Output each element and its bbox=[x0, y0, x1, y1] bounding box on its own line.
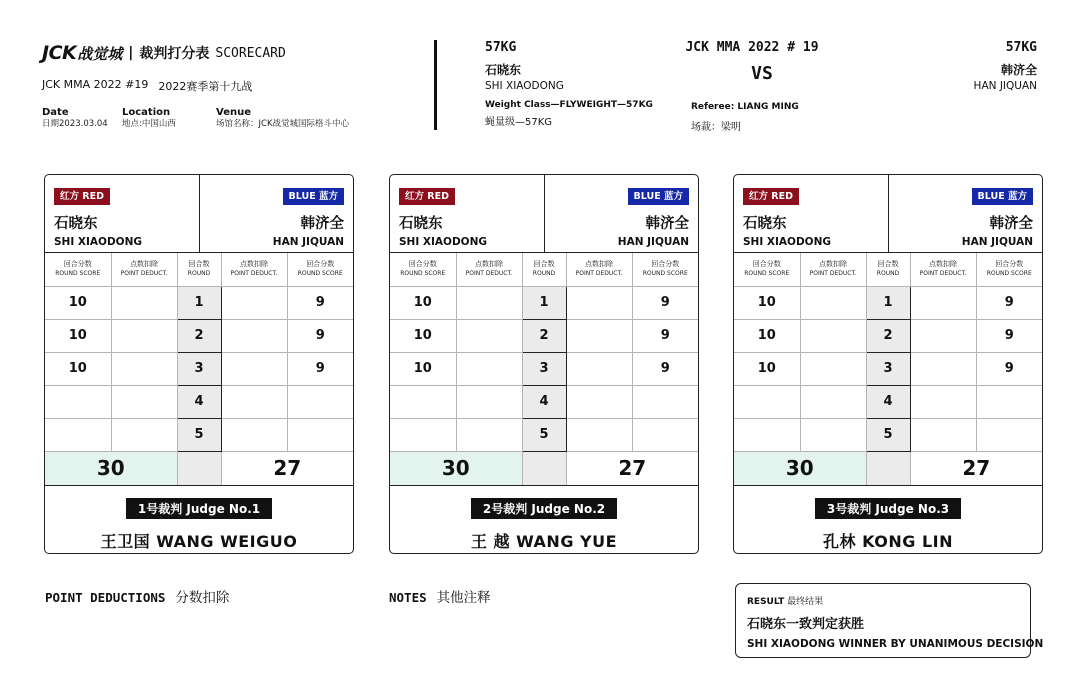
date-value: 日期2023.03.04 bbox=[42, 119, 108, 129]
score-grid-header bbox=[45, 253, 353, 286]
round-row bbox=[45, 352, 353, 385]
blue-round-score: 9 bbox=[632, 319, 698, 352]
meta-row bbox=[42, 107, 422, 130]
blue-point-deduct bbox=[910, 385, 976, 418]
notes-en: NOTES bbox=[389, 590, 427, 605]
judge-name: 孔林 KONG LIN bbox=[823, 531, 953, 551]
red-round-score: 10 bbox=[390, 286, 456, 319]
blue-point-deduct bbox=[566, 319, 632, 352]
blue-point-deduct bbox=[910, 319, 976, 352]
referee-info bbox=[691, 102, 799, 133]
red-name-cn: 石晓东 bbox=[485, 63, 522, 77]
red-corner bbox=[45, 175, 200, 252]
red-point-deduct bbox=[111, 385, 177, 418]
red-point-deduct bbox=[456, 286, 522, 319]
blue-round-score bbox=[287, 418, 353, 451]
round-number: 3 bbox=[866, 352, 910, 385]
blue-point-deduct bbox=[221, 319, 287, 352]
red-round-score: 10 bbox=[734, 286, 800, 319]
blue-point-deduct bbox=[910, 418, 976, 451]
red-point-deduct bbox=[800, 418, 866, 451]
blue-corner bbox=[545, 175, 699, 252]
vs-label: VS bbox=[751, 63, 773, 84]
blue-point-deduct bbox=[910, 352, 976, 385]
card-fighters bbox=[734, 175, 1042, 253]
blue-tag: BLUE 蓝方 bbox=[972, 188, 1033, 205]
header-en: ROUND SCORE bbox=[400, 270, 446, 278]
total-round-cell bbox=[522, 451, 566, 485]
round-row bbox=[390, 418, 698, 451]
result-cn: 石晓东一致判定获胜 bbox=[747, 617, 865, 632]
red-tag: 红方 RED bbox=[399, 188, 455, 205]
header-left bbox=[42, 40, 422, 130]
header-cn: 回合分数 bbox=[408, 260, 437, 269]
red-point-deduct bbox=[800, 385, 866, 418]
red-point-deduct bbox=[111, 418, 177, 451]
header-en: ROUND bbox=[876, 270, 900, 278]
venue-label: Venue bbox=[216, 107, 251, 118]
card-fighters bbox=[390, 175, 698, 253]
round-row bbox=[734, 418, 1042, 451]
blue-point-deduct-header bbox=[221, 253, 287, 286]
header-en: POINT DEDUCT. bbox=[465, 270, 513, 278]
blue-name-en: HAN JIQUAN bbox=[973, 80, 1037, 92]
blue-point-deduct bbox=[221, 385, 287, 418]
meta-location bbox=[122, 107, 216, 130]
referee-en: Referee: LIANG MING bbox=[691, 102, 799, 112]
event-en: JCK MMA 2022 #19 bbox=[42, 78, 149, 91]
judge-card-1 bbox=[44, 174, 354, 554]
round-row bbox=[45, 418, 353, 451]
header-cn: 点数扣除 bbox=[130, 260, 158, 269]
red-point-deduct bbox=[800, 286, 866, 319]
result-en: SHI XIAODONG WINNER BY UNANIMOUS DECISION bbox=[747, 638, 1044, 650]
red-round-score: 10 bbox=[45, 286, 111, 319]
header-en: ROUND bbox=[187, 270, 211, 278]
red-point-deduct bbox=[800, 319, 866, 352]
header-en: POINT DEDUCT. bbox=[575, 270, 623, 278]
header-cn: 点数扣除 bbox=[475, 260, 503, 269]
header-en: ROUND SCORE bbox=[297, 270, 343, 278]
blue-point-deduct bbox=[566, 385, 632, 418]
round-number: 5 bbox=[866, 418, 910, 451]
point-deductions-cn: 分数扣除 bbox=[175, 590, 230, 606]
header-cn: 点数扣除 bbox=[240, 260, 268, 269]
blue-round-score: 9 bbox=[287, 319, 353, 352]
weight-class-cn: 蝇量级—57KG bbox=[485, 117, 553, 128]
point-deductions-en: POINT DEDUCTIONS bbox=[45, 590, 166, 605]
judge-area bbox=[734, 486, 1042, 552]
red-round-score-header bbox=[390, 253, 456, 286]
red-round-score bbox=[45, 418, 111, 451]
red-total: 30 bbox=[45, 451, 177, 485]
round-number: 2 bbox=[866, 319, 910, 352]
header-en: POINT DEDUCT. bbox=[809, 270, 857, 278]
round-number: 3 bbox=[177, 352, 221, 385]
red-point-deduct bbox=[456, 385, 522, 418]
blue-corner-name-en: HAN JIQUAN bbox=[617, 236, 689, 248]
round-number: 3 bbox=[522, 352, 566, 385]
score-grid-header bbox=[734, 253, 1042, 286]
red-corner-name-en: SHI XIAODONG bbox=[743, 236, 832, 248]
red-name-en: SHI XIAODONG bbox=[485, 80, 564, 92]
blue-corner-name-cn: 韩济全 bbox=[645, 216, 689, 232]
red-round-score-header bbox=[45, 253, 111, 286]
header-en: ROUND SCORE bbox=[986, 270, 1032, 278]
blue-round-score: 9 bbox=[976, 352, 1042, 385]
judge-badge: 2号裁判 Judge No.2 bbox=[471, 498, 617, 519]
red-point-deduct bbox=[456, 319, 522, 352]
red-corner-name-cn: 石晓东 bbox=[54, 216, 98, 232]
total-row bbox=[390, 451, 698, 485]
score-grid-header bbox=[390, 253, 698, 286]
blue-total: 27 bbox=[566, 451, 698, 485]
result-label bbox=[747, 594, 1019, 607]
red-point-deduct-header bbox=[111, 253, 177, 286]
round-row bbox=[390, 385, 698, 418]
judge-name: 王卫国 WANG WEIGUO bbox=[100, 531, 298, 551]
red-round-score bbox=[45, 385, 111, 418]
result-box bbox=[735, 583, 1044, 658]
total-round-cell bbox=[866, 451, 910, 485]
judge-card-3 bbox=[733, 174, 1043, 554]
red-corner-name-en: SHI XIAODONG bbox=[399, 236, 488, 248]
total-row bbox=[45, 451, 353, 485]
header-cn: 回合数 bbox=[533, 260, 555, 269]
title-cn: 裁判打分表 bbox=[139, 46, 210, 62]
blue-point-deduct-header bbox=[910, 253, 976, 286]
notes-cn: 其他注释 bbox=[436, 590, 491, 606]
judge-area bbox=[45, 486, 353, 552]
round-number: 1 bbox=[866, 286, 910, 319]
red-corner bbox=[734, 175, 889, 252]
meta-venue bbox=[216, 107, 416, 130]
score-grid bbox=[734, 253, 1042, 486]
blue-round-score bbox=[632, 418, 698, 451]
header-cn: 回合分数 bbox=[752, 260, 781, 269]
blue-round-score: 9 bbox=[632, 352, 698, 385]
header-cn: 回合分数 bbox=[995, 260, 1024, 269]
red-point-deduct bbox=[111, 286, 177, 319]
round-number: 4 bbox=[177, 385, 221, 418]
round-row bbox=[734, 352, 1042, 385]
blue-round-score bbox=[632, 385, 698, 418]
blue-round-score: 9 bbox=[632, 286, 698, 319]
blue-round-score: 9 bbox=[976, 286, 1042, 319]
header-divider bbox=[434, 40, 437, 130]
header-cn: 回合分数 bbox=[306, 260, 335, 269]
result-label-en: RESULT bbox=[747, 597, 785, 607]
header-en: ROUND SCORE bbox=[744, 270, 790, 278]
blue-point-deduct bbox=[910, 286, 976, 319]
red-point-deduct bbox=[456, 418, 522, 451]
location-value: 地点:中国山西 bbox=[122, 119, 176, 129]
header-en: POINT DEDUCT. bbox=[120, 270, 168, 278]
red-corner-name-cn: 石晓东 bbox=[399, 216, 443, 232]
red-round-score bbox=[734, 418, 800, 451]
red-round-score bbox=[390, 385, 456, 418]
red-tag: 红方 RED bbox=[743, 188, 799, 205]
header-cn: 回合分数 bbox=[63, 260, 92, 269]
venue-value: 场馆名称：JCK战觉城国际格斗中心 bbox=[216, 119, 350, 129]
red-round-score bbox=[734, 385, 800, 418]
round-row bbox=[390, 319, 698, 352]
card-fighters bbox=[45, 175, 353, 253]
blue-round-score-header bbox=[976, 253, 1042, 286]
round-number: 1 bbox=[177, 286, 221, 319]
blue-round-score-header bbox=[287, 253, 353, 286]
event-cn: 2022赛季第十九战 bbox=[158, 80, 253, 93]
blue-point-deduct bbox=[566, 286, 632, 319]
judge-area bbox=[390, 486, 698, 552]
date-label: Date bbox=[42, 107, 69, 118]
blue-point-deduct bbox=[566, 418, 632, 451]
blue-point-deduct bbox=[221, 418, 287, 451]
round-header bbox=[177, 253, 221, 286]
round-row bbox=[45, 286, 353, 319]
red-round-score: 10 bbox=[45, 319, 111, 352]
blue-total: 27 bbox=[910, 451, 1042, 485]
referee-cn: 场裁：梁明 bbox=[691, 122, 741, 133]
header-cn: 点数扣除 bbox=[819, 260, 847, 269]
judge-name: 王 越 WANG YUE bbox=[470, 531, 618, 551]
red-point-deduct-header bbox=[456, 253, 522, 286]
round-row bbox=[734, 385, 1042, 418]
blue-fighter-info bbox=[974, 40, 1037, 92]
blue-round-score bbox=[287, 385, 353, 418]
round-number: 5 bbox=[177, 418, 221, 451]
blue-total: 27 bbox=[221, 451, 353, 485]
red-corner bbox=[390, 175, 545, 252]
blue-round-score bbox=[976, 418, 1042, 451]
judge-badge: 3号裁判 Judge No.3 bbox=[815, 498, 961, 519]
red-round-score bbox=[390, 418, 456, 451]
round-number: 2 bbox=[522, 319, 566, 352]
red-round-score: 10 bbox=[734, 352, 800, 385]
header-en: ROUND bbox=[532, 270, 556, 278]
location-label: Location bbox=[122, 107, 171, 118]
round-number: 4 bbox=[866, 385, 910, 418]
point-deductions-section bbox=[45, 586, 229, 606]
title-en: SCORECARD bbox=[215, 45, 286, 61]
red-round-score: 10 bbox=[45, 352, 111, 385]
round-number: 1 bbox=[522, 286, 566, 319]
header-en: ROUND SCORE bbox=[55, 270, 101, 278]
round-row bbox=[45, 319, 353, 352]
red-fighter-info bbox=[485, 40, 653, 128]
red-point-deduct-header bbox=[800, 253, 866, 286]
header-cn: 点数扣除 bbox=[929, 260, 957, 269]
red-round-score: 10 bbox=[734, 319, 800, 352]
red-tag: 红方 RED bbox=[54, 188, 110, 205]
header-cn: 回合分数 bbox=[651, 260, 680, 269]
round-header bbox=[866, 253, 910, 286]
judge-badge: 1号裁判 Judge No.1 bbox=[126, 498, 272, 519]
logo-jck: JCK bbox=[42, 42, 77, 64]
red-round-score: 10 bbox=[390, 352, 456, 385]
round-row bbox=[734, 286, 1042, 319]
bout-event-title: JCK MMA 2022 # 19 bbox=[685, 40, 819, 55]
blue-tag: BLUE 蓝方 bbox=[628, 188, 689, 205]
blue-round-score bbox=[976, 385, 1042, 418]
blue-round-score-header bbox=[632, 253, 698, 286]
red-point-deduct bbox=[111, 352, 177, 385]
notes-section bbox=[389, 586, 491, 606]
blue-round-score: 9 bbox=[287, 286, 353, 319]
blue-tag: BLUE 蓝方 bbox=[283, 188, 344, 205]
blue-corner bbox=[889, 175, 1043, 252]
blue-weight: 57KG bbox=[1005, 40, 1037, 55]
logo-row bbox=[42, 40, 422, 66]
weight-class-en: Weight Class—FLYWEIGHT—57KG bbox=[485, 100, 653, 110]
blue-corner-name-en: HAN JIQUAN bbox=[272, 236, 344, 248]
total-round-cell bbox=[177, 451, 221, 485]
round-row bbox=[390, 286, 698, 319]
blue-point-deduct bbox=[566, 352, 632, 385]
blue-round-score: 9 bbox=[287, 352, 353, 385]
round-header bbox=[522, 253, 566, 286]
round-row bbox=[45, 385, 353, 418]
score-grid bbox=[390, 253, 698, 486]
blue-point-deduct-header bbox=[566, 253, 632, 286]
header-cn: 点数扣除 bbox=[585, 260, 613, 269]
logo-cn: 战觉城 bbox=[77, 44, 123, 63]
header-en: ROUND SCORE bbox=[642, 270, 688, 278]
header-cn: 回合数 bbox=[877, 260, 899, 269]
bout-info bbox=[485, 40, 1037, 135]
red-point-deduct bbox=[111, 319, 177, 352]
red-round-score: 10 bbox=[390, 319, 456, 352]
red-total: 30 bbox=[390, 451, 522, 485]
header-en: POINT DEDUCT. bbox=[230, 270, 278, 278]
event-line bbox=[42, 78, 422, 94]
red-point-deduct bbox=[456, 352, 522, 385]
blue-point-deduct bbox=[221, 286, 287, 319]
round-number: 5 bbox=[522, 418, 566, 451]
red-point-deduct bbox=[800, 352, 866, 385]
blue-corner-name-cn: 韩济全 bbox=[300, 216, 344, 232]
blue-corner bbox=[200, 175, 354, 252]
blue-name-cn: 韩济全 bbox=[1000, 63, 1037, 77]
round-number: 4 bbox=[522, 385, 566, 418]
header-cn: 回合数 bbox=[188, 260, 210, 269]
red-corner-name-cn: 石晓东 bbox=[743, 216, 787, 232]
blue-round-score: 9 bbox=[976, 319, 1042, 352]
meta-date bbox=[42, 107, 122, 130]
blue-point-deduct bbox=[221, 352, 287, 385]
score-grid bbox=[45, 253, 353, 486]
bout-center bbox=[685, 40, 827, 84]
red-corner-name-en: SHI XIAODONG bbox=[54, 236, 143, 248]
blue-corner-name-cn: 韩济全 bbox=[989, 216, 1033, 232]
blue-corner-name-en: HAN JIQUAN bbox=[961, 236, 1033, 248]
red-total: 30 bbox=[734, 451, 866, 485]
round-row bbox=[390, 352, 698, 385]
red-round-score-header bbox=[734, 253, 800, 286]
logo-separator: | bbox=[128, 45, 134, 61]
result-label-cn: 最终结果 bbox=[787, 597, 824, 607]
round-row bbox=[734, 319, 1042, 352]
judge-card-2 bbox=[389, 174, 699, 554]
total-row bbox=[734, 451, 1042, 485]
round-number: 2 bbox=[177, 319, 221, 352]
header-en: POINT DEDUCT. bbox=[919, 270, 967, 278]
red-weight: 57KG bbox=[485, 40, 517, 55]
